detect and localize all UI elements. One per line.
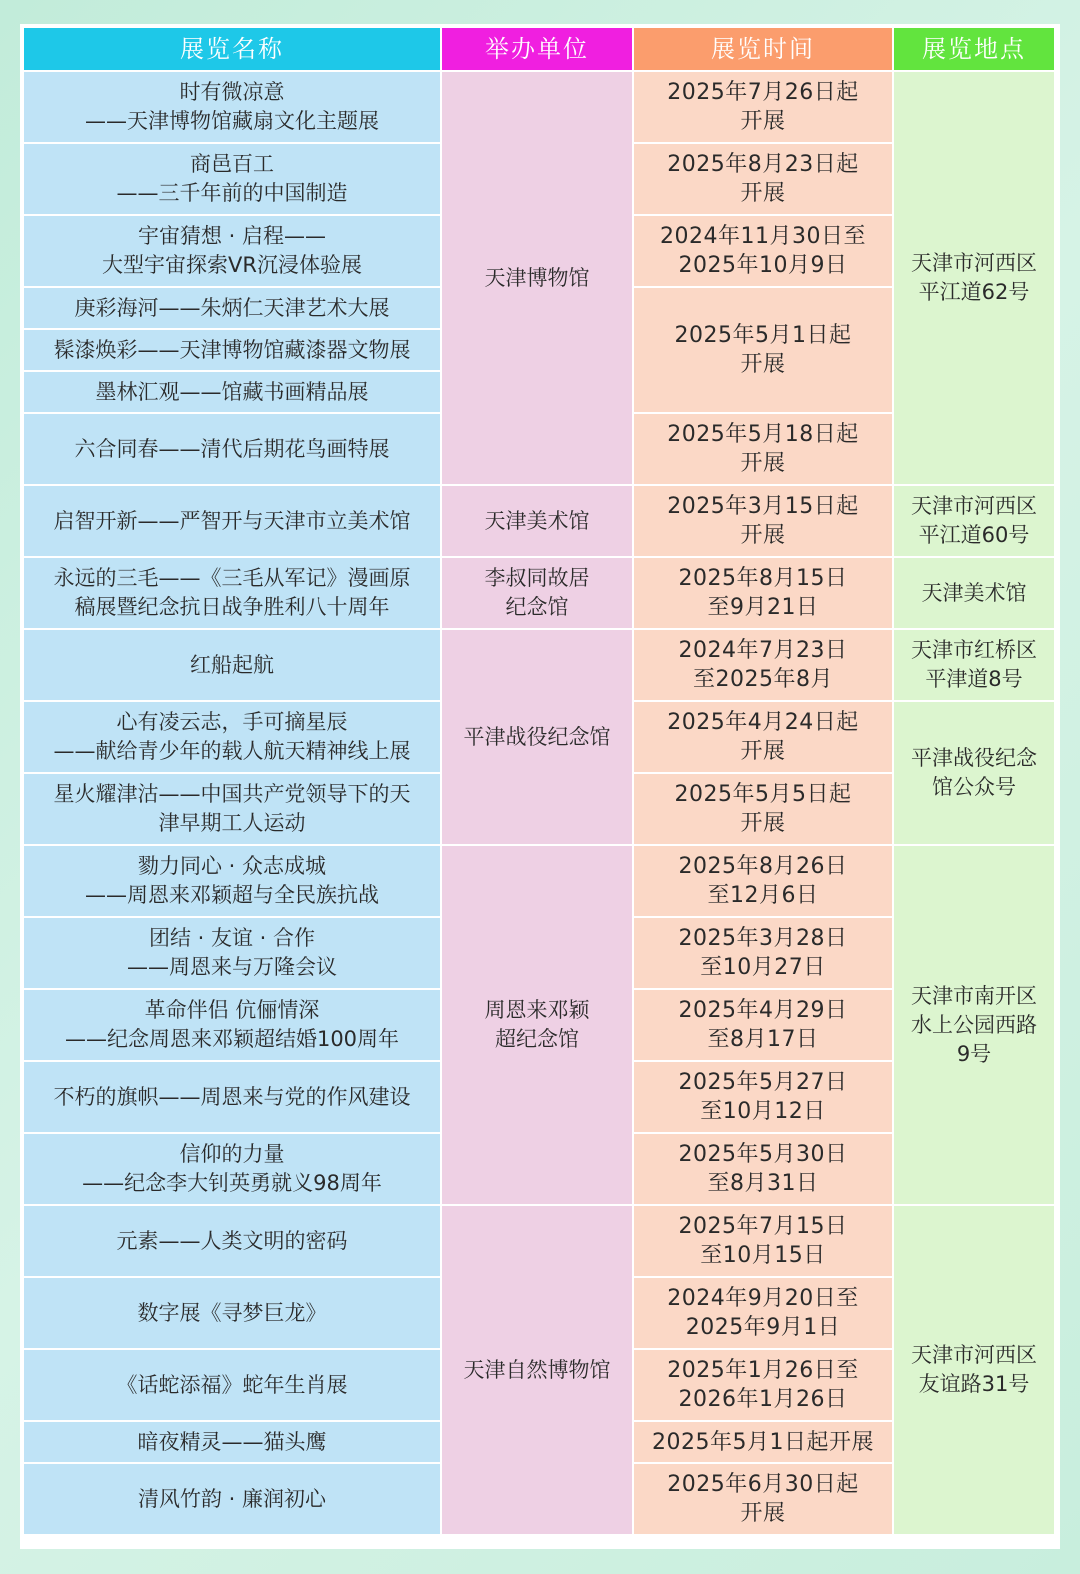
exhibition-time-cell <box>634 72 892 142</box>
exhibition-name-cell <box>24 558 440 628</box>
cell-line: 2025年5月1日起 <box>674 323 852 348</box>
location-cell <box>894 486 1054 556</box>
cell-line: 2025年4月29日 <box>678 998 848 1023</box>
location-cell <box>894 702 1054 844</box>
cell-line: ——周恩来与万隆会议 <box>127 955 337 979</box>
cell-line: 2025年5月5日起 <box>674 782 852 807</box>
cell-line: 永远的三毛——《三毛从军记》漫画原 <box>53 566 411 590</box>
cell-line: 星火耀津沽——中国共产党领导下的天 <box>53 782 411 806</box>
location-cell <box>894 846 1054 1204</box>
cell-line: 2024年9月20日至 <box>667 1286 859 1311</box>
exhibition-time-cell <box>634 558 892 628</box>
cell-line: 2025年5月18日起 <box>667 422 859 447</box>
cell-line: 至8月31日 <box>707 1171 819 1196</box>
cell-line: 信仰的力量 <box>179 1142 285 1166</box>
exhibition-name-cell <box>24 1206 440 1276</box>
cell-line: ——献给青少年的载人航天精神线上展 <box>53 739 411 763</box>
cell-line: 宇宙猜想 · 启程—— <box>137 224 327 248</box>
exhibition-time-cell <box>634 1464 892 1534</box>
cell-line: 2024年7月23日 <box>678 638 848 663</box>
cell-line: 天津美术馆 <box>484 508 590 533</box>
exhibition-name-cell <box>24 486 440 556</box>
cell-line: 开展 <box>740 451 786 476</box>
exhibition-name-cell <box>24 288 440 328</box>
cell-line: 天津市红桥区 <box>911 638 1037 662</box>
cell-line: 2025年10月9日 <box>678 253 848 278</box>
cell-line: 友谊路31号 <box>918 1372 1030 1396</box>
organizer-cell <box>442 630 632 844</box>
cell-line: 稿展暨纪念抗日战争胜利八十周年 <box>74 595 390 619</box>
exhibition-time-cell <box>634 630 892 700</box>
cell-line: 红船起航 <box>190 652 274 677</box>
cell-line: 平江道62号 <box>918 280 1030 304</box>
cell-line: 开展 <box>740 1501 786 1526</box>
cell-line: 勠力同心 · 众志成城 <box>137 854 327 878</box>
exhibition-time-cell <box>634 216 892 286</box>
cell-line: 至10月27日 <box>700 955 826 980</box>
exhibition-name-cell <box>24 1350 440 1420</box>
cell-line: 2024年11月30日至 <box>660 224 866 249</box>
exhibition-time-cell <box>634 1062 892 1132</box>
cell-line: 元素——人类文明的密码 <box>116 1228 348 1253</box>
cell-line: 2025年3月15日起 <box>667 494 859 519</box>
organizer-cell <box>442 486 632 556</box>
cell-line: 平江道60号 <box>918 523 1030 547</box>
cell-line: 2025年5月1日起开展 <box>652 1429 874 1455</box>
exhibition-time-cell <box>634 414 892 484</box>
header-location: 展览地点 <box>894 28 1054 70</box>
cell-line: 周恩来邓颖 <box>484 998 590 1022</box>
cell-line: 2025年5月30日 <box>678 1142 848 1167</box>
cell-line: 清风竹韵 · 廉润初心 <box>137 1486 327 1511</box>
exhibition-time-cell <box>634 1134 892 1204</box>
cell-line: 启智开新——严智开与天津市立美术馆 <box>53 508 411 533</box>
exhibition-time-cell <box>634 918 892 988</box>
cell-line: 天津市河西区 <box>911 1343 1037 1367</box>
cell-line: 平津战役纪念 <box>911 746 1037 770</box>
exhibition-name-cell <box>24 630 440 700</box>
location-cell <box>894 630 1054 700</box>
exhibition-time-cell <box>634 144 892 214</box>
cell-line: 庚彩海河——朱炳仁天津艺术大展 <box>74 295 390 320</box>
cell-line: 商邑百工 <box>190 152 274 176</box>
cell-line: 心有凌云志，手可摘星辰 <box>116 710 348 734</box>
cell-line: 2025年5月27日 <box>678 1070 848 1095</box>
cell-line: 天津市河西区 <box>911 251 1037 275</box>
exhibition-name-cell <box>24 918 440 988</box>
location-cell <box>894 72 1054 484</box>
cell-line: 天津市河西区 <box>911 494 1037 518</box>
exhibition-name-cell <box>24 1464 440 1534</box>
location-cell <box>894 1206 1054 1534</box>
cell-line: 开展 <box>740 739 786 764</box>
exhibition-time-cell <box>634 1422 892 1462</box>
cell-line: 平津道8号 <box>925 667 1023 691</box>
cell-line: 至8月17日 <box>707 1027 819 1052</box>
organizer-cell <box>442 1206 632 1534</box>
cell-line: 至10月15日 <box>700 1243 826 1268</box>
header-time: 展览时间 <box>634 28 892 70</box>
exhibition-name-cell <box>24 1278 440 1348</box>
cell-line: 2026年1月26日 <box>678 1387 848 1412</box>
cell-line: 墨林汇观——馆藏书画精品展 <box>95 379 369 404</box>
cell-line: 髹漆焕彩——天津博物馆藏漆器文物展 <box>53 337 411 362</box>
cell-line: 2025年8月23日起 <box>667 152 859 177</box>
cell-line: 数字展《寻梦巨龙》 <box>137 1300 327 1325</box>
cell-line: 大型宇宙探索VR沉浸体验展 <box>102 253 362 277</box>
exhibition-table <box>24 28 1056 1534</box>
cell-line: 六合同春——清代后期花鸟画特展 <box>74 436 390 461</box>
cell-line: 超纪念馆 <box>495 1027 579 1051</box>
cell-line: 天津美术馆 <box>921 580 1027 605</box>
cell-line: 平津战役纪念馆 <box>463 724 611 749</box>
cell-line: 纪念馆 <box>505 595 569 619</box>
exhibition-time-cell <box>634 1278 892 1348</box>
exhibition-name-cell <box>24 330 440 370</box>
cell-line: 馆公众号 <box>932 775 1016 799</box>
cell-line: 开展 <box>740 109 786 134</box>
exhibition-name-cell <box>24 1134 440 1204</box>
cell-line: 暗夜精灵——猫头鹰 <box>137 1429 327 1454</box>
cell-line: 水上公园西路 <box>911 1012 1037 1037</box>
exhibition-time-cell <box>634 774 892 844</box>
organizer-cell <box>442 558 632 628</box>
cell-line: 开展 <box>740 523 786 548</box>
cell-line: ——纪念周恩来邓颖超结婚100周年 <box>64 1027 400 1051</box>
cell-line: 2025年3月28日 <box>678 926 848 951</box>
exhibition-name-cell <box>24 372 440 412</box>
exhibition-name-cell <box>24 990 440 1060</box>
cell-line: 津早期工人运动 <box>158 811 306 835</box>
cell-line: 团结 · 友谊 · 合作 <box>148 926 316 950</box>
cell-line: 2025年4月24日起 <box>667 710 859 735</box>
location-cell <box>894 558 1054 628</box>
header-name: 展览名称 <box>24 28 440 70</box>
cell-line: ——周恩来邓颖超与全民族抗战 <box>85 883 379 907</box>
exhibition-name-cell <box>24 702 440 772</box>
organizer-cell <box>442 846 632 1204</box>
cell-line: 2025年7月15日 <box>678 1214 848 1239</box>
cell-line: ——三千年前的中国制造 <box>116 181 348 205</box>
cell-line: 2025年1月26日至 <box>667 1358 859 1383</box>
header-organizer: 举办单位 <box>442 28 632 70</box>
cell-line: 2025年7月26日起 <box>667 80 859 105</box>
cell-line: 时有微凉意 <box>179 80 285 104</box>
cell-line: 2025年8月15日 <box>678 566 848 591</box>
cell-line: 2025年8月26日 <box>678 854 848 879</box>
cell-line: 不朽的旗帜——周恩来与党的作风建设 <box>53 1084 411 1109</box>
exhibition-name-cell <box>24 414 440 484</box>
cell-line: 至12月6日 <box>707 883 819 908</box>
cell-line: 李叔同故居 <box>484 566 590 590</box>
exhibition-name-cell <box>24 846 440 916</box>
exhibition-time-cell <box>634 1206 892 1276</box>
exhibition-name-cell <box>24 1422 440 1462</box>
exhibition-time-cell <box>634 702 892 772</box>
exhibition-name-cell <box>24 216 440 286</box>
cell-line: 至9月21日 <box>707 595 819 620</box>
cell-line: 《话蛇添福》蛇年生肖展 <box>116 1372 348 1397</box>
exhibition-time-cell <box>634 846 892 916</box>
cell-line: 天津自然博物馆 <box>463 1357 611 1382</box>
exhibition-name-cell <box>24 774 440 844</box>
cell-line: 革命伴侣 伉俪情深 <box>144 998 320 1022</box>
exhibition-name-cell <box>24 144 440 214</box>
cell-line: ——天津博物馆藏扇文化主题展 <box>85 109 379 133</box>
cell-line: 2025年9月1日 <box>685 1315 841 1340</box>
cell-line: 天津市南开区 <box>911 983 1037 1008</box>
exhibition-name-cell <box>24 72 440 142</box>
organizer-cell <box>442 72 632 484</box>
cell-line: 开展 <box>740 181 786 206</box>
cell-line: 至2025年8月 <box>693 667 833 692</box>
exhibition-time-cell <box>634 990 892 1060</box>
cell-line: 天津博物馆 <box>484 265 590 290</box>
cell-line: 2025年6月30日起 <box>667 1472 859 1497</box>
cell-line: 至10月12日 <box>700 1099 826 1124</box>
cell-line: 9号 <box>956 1041 992 1066</box>
cell-line: 开展 <box>740 352 786 377</box>
cell-line: 开展 <box>740 811 786 836</box>
exhibition-time-cell <box>634 1350 892 1420</box>
exhibition-name-cell <box>24 1062 440 1132</box>
exhibition-time-cell <box>634 288 892 412</box>
exhibition-time-cell <box>634 486 892 556</box>
cell-line: ——纪念李大钊英勇就义98周年 <box>82 1171 382 1195</box>
